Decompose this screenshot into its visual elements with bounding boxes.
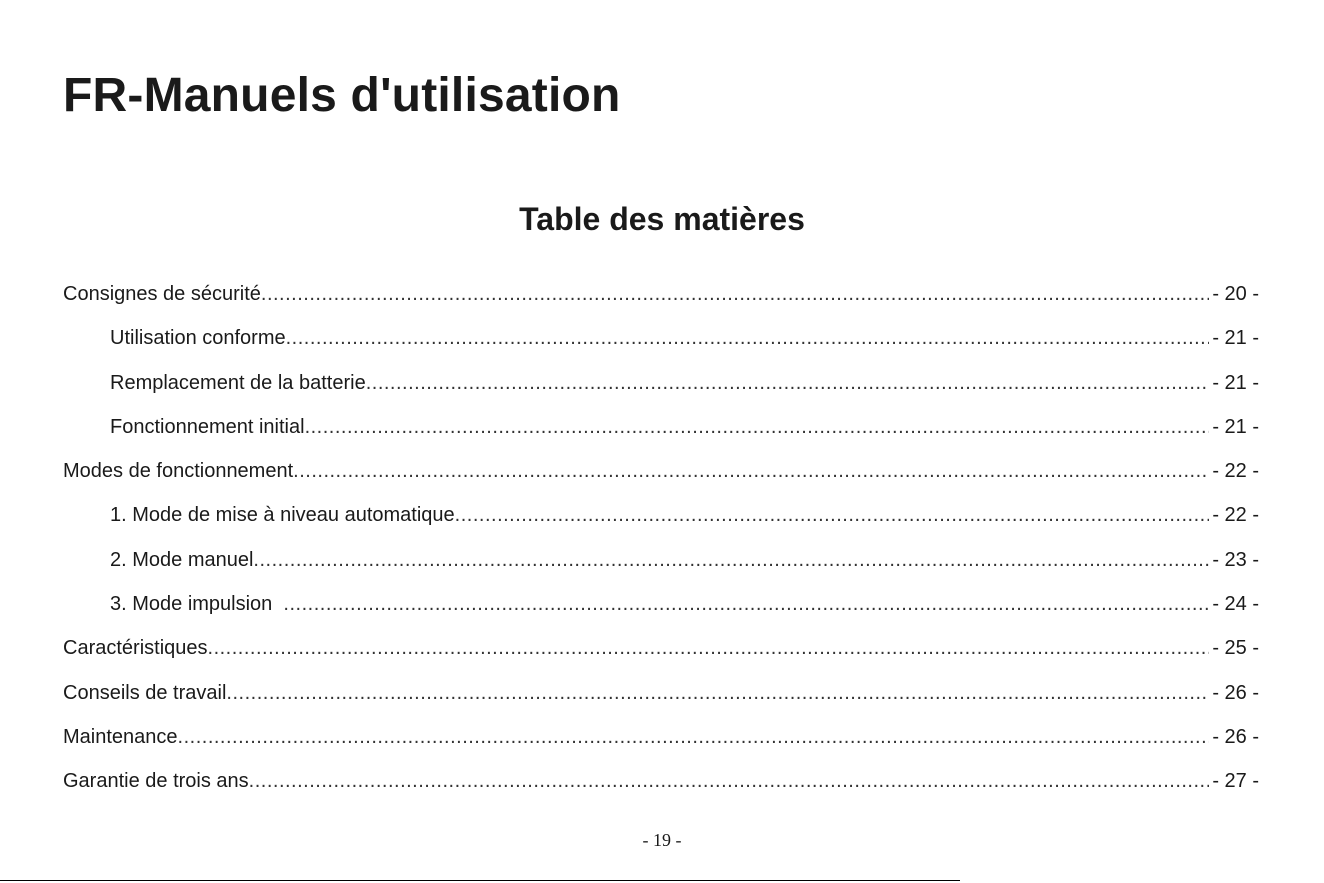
toc-dot-leader	[455, 493, 1210, 537]
footer-divider	[0, 880, 960, 881]
toc-entry-conseils-de-travail[interactable]	[63, 671, 1259, 715]
toc-entry-page: - 26 -	[1212, 681, 1259, 704]
toc-dot-leader	[226, 671, 1209, 715]
toc-entry-page: - 25 -	[1212, 637, 1259, 660]
toc-entry-label: 1. Mode de mise à niveau automatique	[110, 504, 455, 527]
toc-entry-modes-de-fonctionnement[interactable]	[63, 449, 1259, 493]
toc-entry-label: Caractéristiques	[63, 637, 208, 660]
toc-entry-mode-impulsion[interactable]	[63, 582, 1259, 626]
toc-entry-label: 2. Mode manuel	[110, 548, 254, 571]
toc-entry-caracteristiques[interactable]	[63, 626, 1259, 670]
toc-entry-page: - 27 -	[1212, 770, 1259, 793]
toc-entry-consignes-de-securite[interactable]	[63, 272, 1259, 316]
toc-entry-label: Consignes de sécurité	[63, 283, 261, 305]
toc-entry-garantie-de-trois-ans[interactable]	[63, 759, 1259, 803]
toc-entry-utilisation-conforme[interactable]	[63, 316, 1259, 360]
toc-dot-leader	[366, 361, 1210, 405]
toc-entry-page: - 21 -	[1212, 371, 1259, 394]
toc-entry-page: - 23 -	[1212, 548, 1259, 571]
toc-entry-remplacement-de-la-batterie[interactable]	[63, 361, 1259, 405]
toc-entry-label: Remplacement de la batterie	[110, 371, 366, 394]
toc-entry-mode-manuel[interactable]	[63, 538, 1259, 582]
table-of-contents	[63, 272, 1259, 804]
toc-dot-leader	[293, 449, 1209, 493]
toc-entry-page: - 22 -	[1212, 504, 1259, 527]
toc-dot-leader	[305, 405, 1210, 449]
toc-entry-page: - 21 -	[1212, 415, 1259, 438]
toc-entry-label: Conseils de travail	[63, 681, 227, 704]
toc-dot-leader	[261, 272, 1209, 316]
toc-dot-leader	[208, 626, 1210, 670]
toc-entry-page: - 26 -	[1212, 725, 1259, 748]
toc-entry-page: - 22 -	[1212, 460, 1259, 483]
toc-dot-leader	[249, 759, 1210, 803]
toc-entry-label: Maintenance	[63, 725, 178, 748]
toc-dot-leader	[286, 316, 1210, 360]
toc-entry-page: - 20 -	[1212, 283, 1259, 305]
toc-entry-mode-mise-a-niveau-automatique[interactable]	[63, 493, 1259, 537]
toc-heading: Table des matières	[519, 201, 805, 237]
page-number: - 19 -	[642, 830, 682, 850]
toc-entry-label: Modes de fonctionnement	[63, 460, 294, 483]
toc-entry-fonctionnement-initial[interactable]	[63, 405, 1259, 449]
document-title: FR-Manuels d'utilisation	[63, 69, 621, 122]
toc-dot-leader	[283, 582, 1209, 626]
toc-entry-label: Fonctionnement initial	[110, 415, 305, 438]
toc-dot-leader	[178, 715, 1210, 759]
toc-entry-page: - 24 -	[1212, 593, 1259, 616]
toc-entry-maintenance[interactable]	[63, 715, 1259, 759]
toc-entry-label: Garantie de trois ans	[63, 770, 249, 793]
toc-dot-leader	[253, 538, 1209, 582]
toc-entry-label: 3. Mode impulsion	[110, 593, 284, 616]
toc-entry-label: Utilisation conforme	[110, 327, 286, 350]
toc-entry-page: - 21 -	[1212, 327, 1259, 350]
